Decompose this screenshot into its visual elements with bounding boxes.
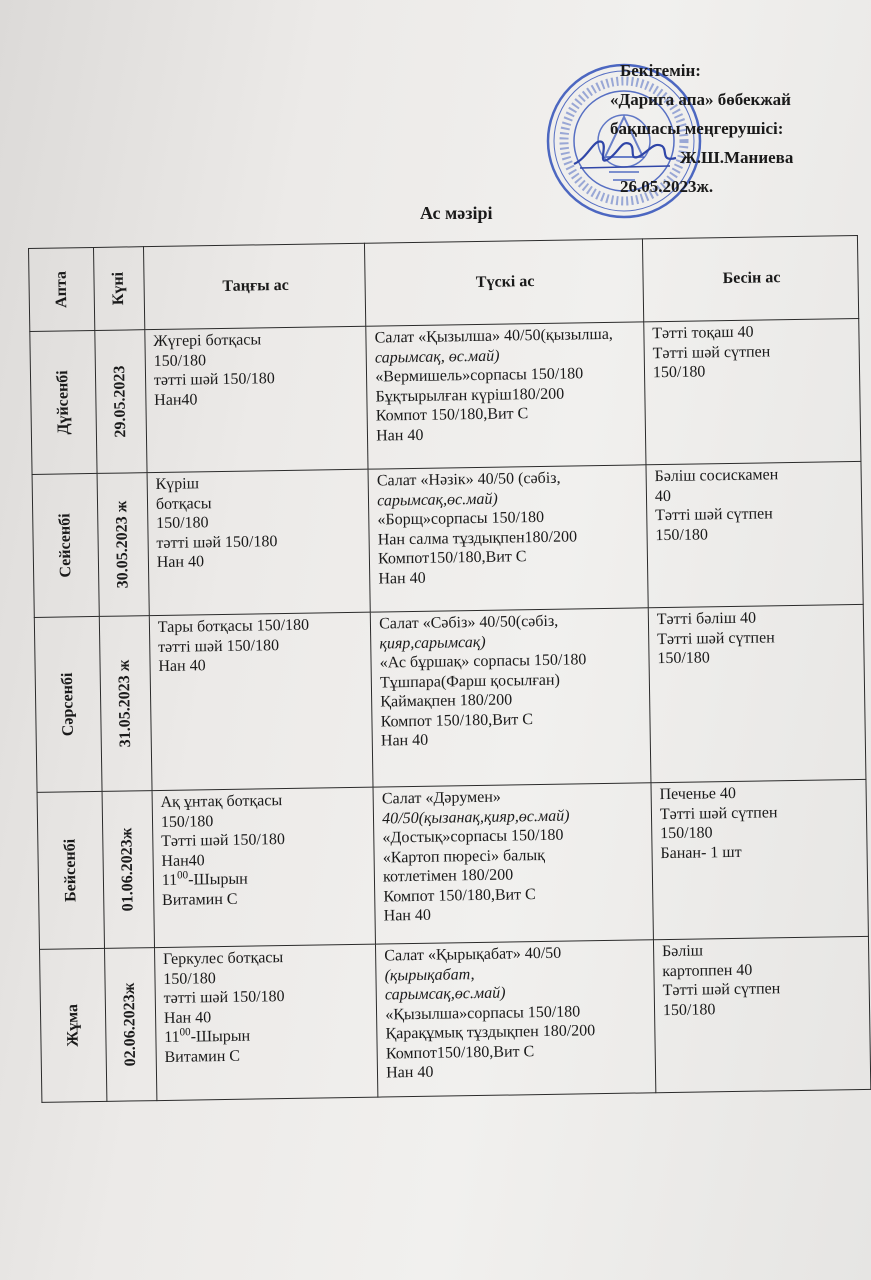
menu-item: Компот 150/180,Вит С xyxy=(383,885,536,905)
table-row xyxy=(37,779,868,949)
menu-item: Қарақұмық тұздықпен 180/200 xyxy=(385,1022,596,1043)
menu-item: қияр,сарымсақ) xyxy=(379,633,486,653)
menu-item: 150/180 xyxy=(662,1000,716,1019)
menu-item: 150/180 xyxy=(657,649,710,668)
menu-item: Тәтті тоқаш 40 xyxy=(652,323,754,343)
menu-table-container xyxy=(28,235,871,1136)
menu-item: 40 xyxy=(654,487,671,505)
menu-item: 150/180 xyxy=(153,351,207,370)
table-row xyxy=(30,318,861,474)
snack-cell xyxy=(644,318,861,464)
menu-item: тәтті шәй 150/180 xyxy=(163,988,285,1007)
approval-line: 26.05.2023ж. xyxy=(620,177,714,196)
menu-item: Тұшпара(Фарш қосылған) xyxy=(379,671,560,692)
header-snack: Бесін ас xyxy=(642,235,858,321)
menu-item: 150/180 xyxy=(163,969,216,988)
menu-table xyxy=(28,235,871,1103)
header-breakfast: Таңғы ас xyxy=(143,243,366,329)
menu-item: котлетімен 180/200 xyxy=(382,866,514,886)
header-week: Апта xyxy=(29,247,95,331)
menu-item: Бәліш сосискамен xyxy=(654,466,779,486)
menu-item: «Борщ»сорпасы 150/180 xyxy=(377,508,545,529)
menu-item: (қырықабат, xyxy=(384,965,475,984)
lunch-cell xyxy=(370,608,650,787)
menu-item: Нан 40 xyxy=(378,569,426,588)
menu-item: «Вермишель»сорпасы 150/180 xyxy=(375,365,584,386)
menu-item: Нан 40 xyxy=(386,1063,434,1082)
menu-item: Тәтті бәліш 40 xyxy=(656,609,757,629)
date-cell: 01.06.2023ж xyxy=(102,791,155,949)
approval-line: Ж.Ш.Маниева xyxy=(680,148,794,167)
date-cell: 29.05.2023 xyxy=(95,330,147,474)
menu-item: Тары ботқасы 150/180 xyxy=(157,616,310,637)
weekday-cell: Сейсенбі xyxy=(32,473,99,617)
weekday-cell: Дүйсенбі xyxy=(30,330,97,474)
menu-item: Печенье 40 xyxy=(659,784,737,804)
breakfast-cell xyxy=(145,326,369,472)
menu-item: Нан40 xyxy=(154,390,198,409)
breakfast-cell xyxy=(147,469,371,615)
menu-item: 150/180 xyxy=(652,363,706,382)
menu-item: сарымсақ,өс.май) xyxy=(384,984,506,1004)
menu-item: 150/180 xyxy=(160,812,214,831)
menu-item: Салат «Нәзік» 40/50 (сәбіз, xyxy=(376,469,561,490)
menu-item: Нан 40 xyxy=(158,657,206,676)
menu-item: ботқасы xyxy=(155,494,212,513)
menu-item: тәтті шәй 150/180 xyxy=(157,636,280,656)
table-row xyxy=(40,936,871,1102)
menu-item: картоппен 40 xyxy=(662,961,753,980)
snack-cell xyxy=(648,604,866,782)
menu-item: $11^{00}$-Шырын xyxy=(161,869,248,889)
approval-block xyxy=(600,56,860,201)
menu-item: Салат «Қырықабат» 40/50 xyxy=(384,944,562,965)
menu-item: Нан 40 xyxy=(380,731,429,750)
menu-item: тәтті шәй 150/180 xyxy=(153,370,275,390)
menu-item: Бұқтырылған күріш180/200 xyxy=(375,385,565,406)
menu-item: сарымсақ, өс.май) xyxy=(374,347,500,367)
menu-item: тәтті шәй 150/180 xyxy=(156,532,278,552)
menu-item: 150/180 xyxy=(156,514,209,533)
menu-item: Тәтті шәй сүтпен xyxy=(659,803,778,823)
menu-item: 40/50(қызанақ,қияр,өс.май) xyxy=(382,807,570,828)
date-cell: 30.05.2023 ж xyxy=(97,473,149,617)
header-lunch: Түскі ас xyxy=(365,239,644,326)
page-title: Ас мәзірі xyxy=(420,203,493,223)
approval-line: Бекітемін: xyxy=(620,61,701,80)
menu-item: Тәтті шәй 150/180 xyxy=(161,831,286,850)
menu-item: Геркулес ботқасы xyxy=(162,949,284,968)
date-cell: 02.06.2023ж xyxy=(104,948,157,1102)
lunch-cell xyxy=(368,465,648,612)
approval-line: бақшасы меңгерушісі: xyxy=(610,119,784,138)
menu-item: Витамин С xyxy=(161,890,238,909)
menu-item: Тәтті шәй сүтпен xyxy=(662,980,781,1000)
menu-item: «Ас бұршақ» сорпасы 150/180 xyxy=(379,651,587,672)
menu-item: Салат «Сәбіз» 40/50(сәбіз, xyxy=(378,612,559,633)
weekday-cell: Сәрсенбі xyxy=(34,616,101,792)
menu-item: Тәтті шәй сүтпен xyxy=(652,342,771,362)
menu-item: Банан- 1 шт xyxy=(660,843,742,862)
menu-item: Салат «Дәрумен» xyxy=(381,788,501,808)
menu-item: Нан 40 xyxy=(163,1008,212,1027)
menu-item: Ақ ұнтақ ботқасы xyxy=(160,792,283,811)
menu-item: «Картоп пюресі» балық xyxy=(382,846,546,867)
approval-line: «Дарига апа» бөбекжай xyxy=(610,90,791,109)
snack-cell xyxy=(646,461,863,607)
menu-item: Тәтті шәй сүтпен xyxy=(655,505,773,525)
superscript: 00 xyxy=(179,1026,191,1039)
header-row xyxy=(29,235,859,331)
menu-item: Нан40 xyxy=(161,851,205,870)
menu-item: Витамин С xyxy=(164,1047,241,1066)
menu-item: Компот150/180,Вит С xyxy=(377,548,527,568)
lunch-cell xyxy=(373,783,653,944)
menu-item: Компот 150/180,Вит С xyxy=(380,710,534,731)
menu-item: Бәліш xyxy=(661,942,704,961)
menu-item: Қаймақпен 180/200 xyxy=(380,691,513,711)
table-row xyxy=(34,604,866,792)
breakfast-cell xyxy=(154,944,378,1100)
menu-item: 150/180 xyxy=(660,824,713,843)
menu-item: Жүгері ботқасы xyxy=(153,331,262,351)
menu-item: «Достық»сорпасы 150/180 xyxy=(382,826,564,847)
menu-item: 150/180 xyxy=(655,525,709,544)
lunch-cell xyxy=(376,940,656,1097)
breakfast-cell xyxy=(149,612,373,790)
weekday-cell: Жұма xyxy=(40,948,107,1102)
menu-item: Салат «Қызылша» 40/50(қызылша, xyxy=(374,325,613,347)
date-cell: 31.05.2023 ж xyxy=(99,616,152,792)
lunch-cell xyxy=(366,322,646,469)
menu-item: Нан 40 xyxy=(383,906,432,925)
menu-item: Нан 40 xyxy=(376,426,424,445)
menu-item: Нан 40 xyxy=(156,553,205,572)
header-day: Күні xyxy=(93,247,144,331)
weekday-cell: Бейсенбі xyxy=(37,791,104,949)
breakfast-cell xyxy=(152,787,376,947)
snack-cell xyxy=(653,936,870,1092)
superscript: 00 xyxy=(177,869,189,882)
menu-item: Компот150/180,Вит С xyxy=(385,1042,535,1062)
menu-item: Тәтті шәй сүтпен xyxy=(656,628,775,648)
snack-cell xyxy=(651,779,869,939)
menu-item: $11^{00}$-Шырын xyxy=(164,1026,251,1046)
menu-item: Нан салма тұздықпен180/200 xyxy=(377,527,578,549)
menu-item: сарымсақ,өс.май) xyxy=(377,490,498,510)
table-row xyxy=(32,461,863,617)
menu-item: «Қызылша»сорпасы 150/180 xyxy=(385,1002,581,1023)
menu-item: Күріш xyxy=(155,475,200,494)
menu-item: Компот 150/180,Вит С xyxy=(375,405,529,425)
